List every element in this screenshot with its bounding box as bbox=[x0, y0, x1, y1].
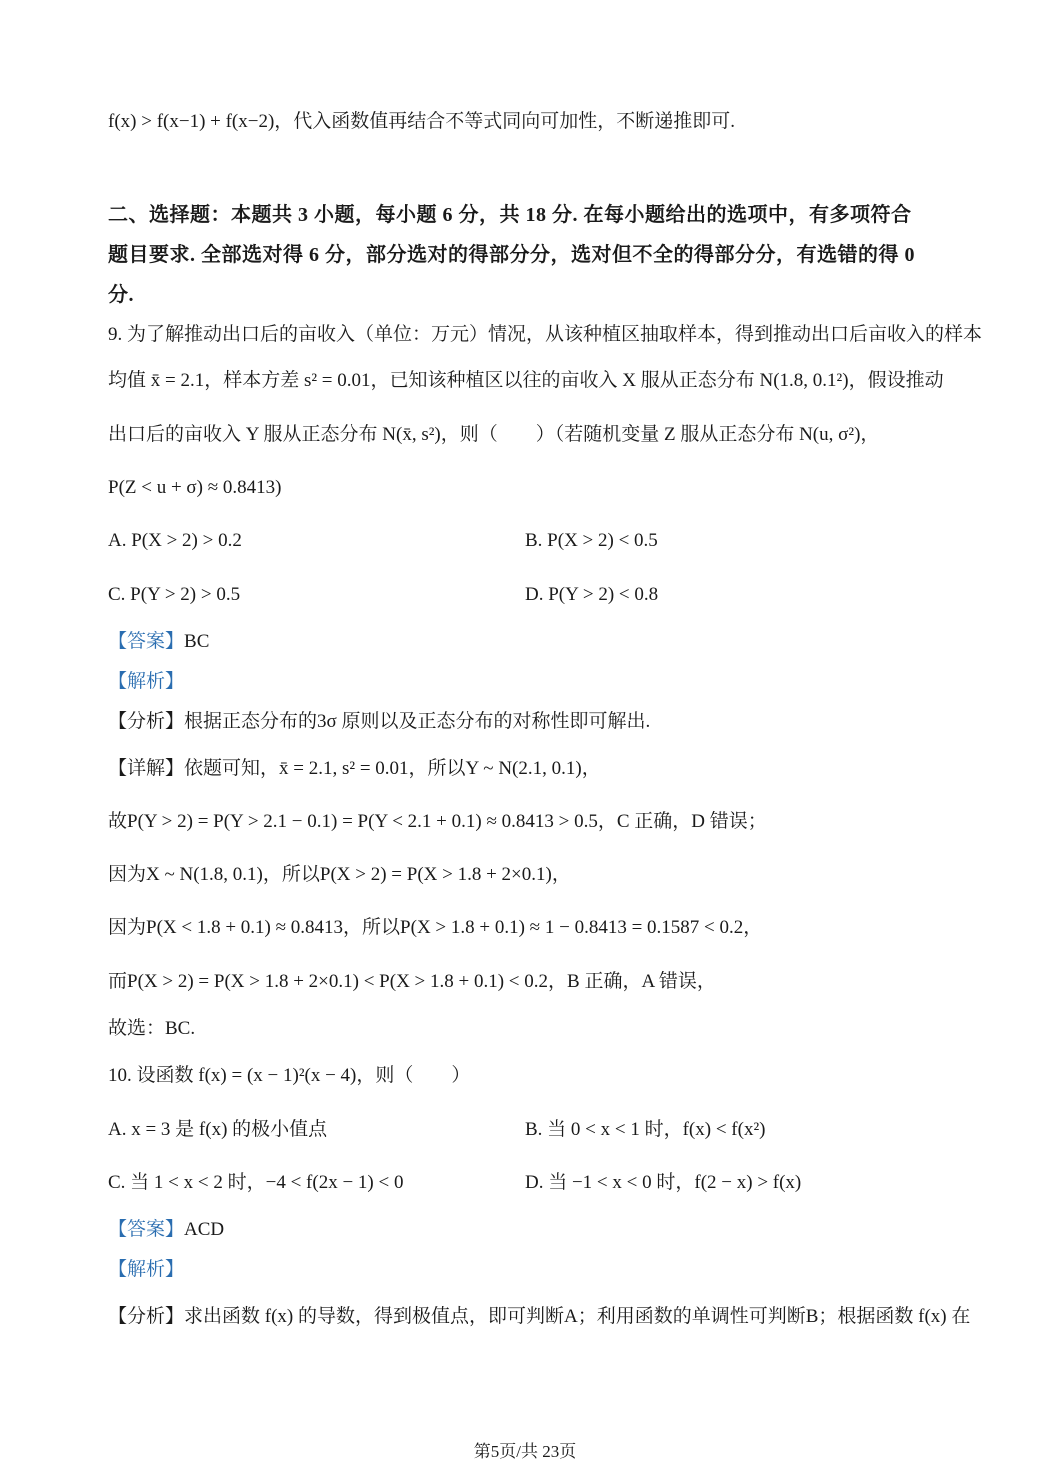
q10-option-b: B. 当 0 < x < 1 时，f(x) < f(x²) bbox=[525, 1119, 766, 1140]
q10-option-d: D. 当 −1 < x < 0 时，f(2 − x) > f(x) bbox=[525, 1172, 802, 1193]
xiangjie-tag: 【详解】 bbox=[108, 758, 185, 779]
fenxi-text: 根据正态分布的3σ 原则以及正态分布的对称性即可解出. bbox=[184, 711, 651, 732]
q9-stem-line-2: 均值 x̄ = 2.1，样本方差 s² = 0.01，已知该种植区以往的亩收入 X 服从正态分布 N(1.8, 0.1²)，假设推动 bbox=[108, 370, 944, 391]
q9-option-b: B. P(X > 2) < 0.5 bbox=[525, 530, 658, 551]
xiangjie-text: 依题可知，x̄ = 2.1, s² = 0.01，所以Y ~ N(2.1, 0.1)， bbox=[184, 758, 601, 779]
q10-option-a: A. x = 3 是 f(x) 的极小值点 bbox=[108, 1119, 328, 1140]
q10-fenxi bbox=[108, 1304, 970, 1330]
section-heading-line-1: 二、选择题：本题共 3 小题，每小题 6 分，共 18 分. 在每小题给出的选项中，有多项符合 bbox=[108, 204, 912, 226]
section-heading-line-2: 题目要求. 全部选对得 6 分，部分选对的得部分分，选对但不全的得部分分，有选错的得 0 bbox=[108, 244, 915, 266]
fenxi-text: 求出函数 f(x) 的导数，得到极值点，即可判断A；利用函数的单调性可判断B；根据函数 f(x) 在 bbox=[184, 1306, 971, 1327]
q9-step-2: 因为X ~ N(1.8, 0.1)，所以P(X > 2) = P(X > 1.8 + 2×0.1)， bbox=[108, 864, 571, 885]
answer-value: ACD bbox=[184, 1219, 225, 1240]
q10-answer bbox=[108, 1217, 224, 1243]
answer-tag: 【答案】 bbox=[108, 631, 185, 652]
q9-analysis-tag: 【解析】 bbox=[108, 671, 185, 692]
q10-analysis-tag: 【解析】 bbox=[108, 1259, 185, 1280]
q9-step-5: 故选：BC. bbox=[108, 1018, 196, 1039]
fenxi-tag: 【分析】 bbox=[108, 711, 185, 732]
q9-step-3: 因为P(X < 1.8 + 0.1) ≈ 0.8413，所以P(X > 1.8 + 0.1) ≈ 1 − 0.8413 = 0.1587 < 0.2， bbox=[108, 917, 763, 938]
q9-step-1: 故P(Y > 2) = P(Y > 2.1 − 0.1) = P(Y < 2.1 + 0.1) ≈ 0.8413 > 0.5，C 正确，D 错误； bbox=[108, 811, 767, 832]
q9-xiangjie bbox=[108, 756, 601, 782]
intro-line: f(x) > f(x−1) + f(x−2)，代入函数值再结合不等式同向可加性，不断递推即可. bbox=[108, 111, 736, 132]
q9-step-4: 而P(X > 2) = P(X > 1.8 + 2×0.1) < P(X > 1.8 + 0.1) < 0.2，B 正确，A 错误， bbox=[108, 971, 716, 992]
q9-option-c: C. P(Y > 2) > 0.5 bbox=[108, 584, 241, 605]
q9-fenxi bbox=[108, 709, 650, 735]
fenxi-tag: 【分析】 bbox=[108, 1306, 185, 1327]
q9-stem-line-3: 出口后的亩收入 Y 服从正态分布 N(x̄, s²)，则（ ）（若随机变量 Z 服从正态分布 N(u, σ²)， bbox=[108, 424, 880, 445]
q9-option-a: A. P(X > 2) > 0.2 bbox=[108, 530, 242, 551]
section-heading-line-3: 分. bbox=[108, 284, 134, 306]
q9-answer bbox=[108, 629, 209, 655]
q10-option-c: C. 当 1 < x < 2 时，−4 < f(2x − 1) < 0 bbox=[108, 1172, 404, 1193]
answer-tag: 【答案】 bbox=[108, 1219, 185, 1240]
q9-stem-line-4: P(Z < u + σ) ≈ 0.8413) bbox=[108, 477, 282, 498]
page-footer: 第5页/共 23页 bbox=[473, 1442, 577, 1461]
answer-value: BC bbox=[184, 631, 210, 652]
q9-stem-line-1: 9. 为了解推动出口后的亩收入（单位：万元）情况，从该种植区抽取样本，得到推动出口后亩收入的样本 bbox=[108, 324, 983, 345]
q10-stem: 10. 设函数 f(x) = (x − 1)²(x − 4)，则（ ） bbox=[108, 1065, 471, 1086]
q9-option-d: D. P(Y > 2) < 0.8 bbox=[525, 584, 659, 605]
